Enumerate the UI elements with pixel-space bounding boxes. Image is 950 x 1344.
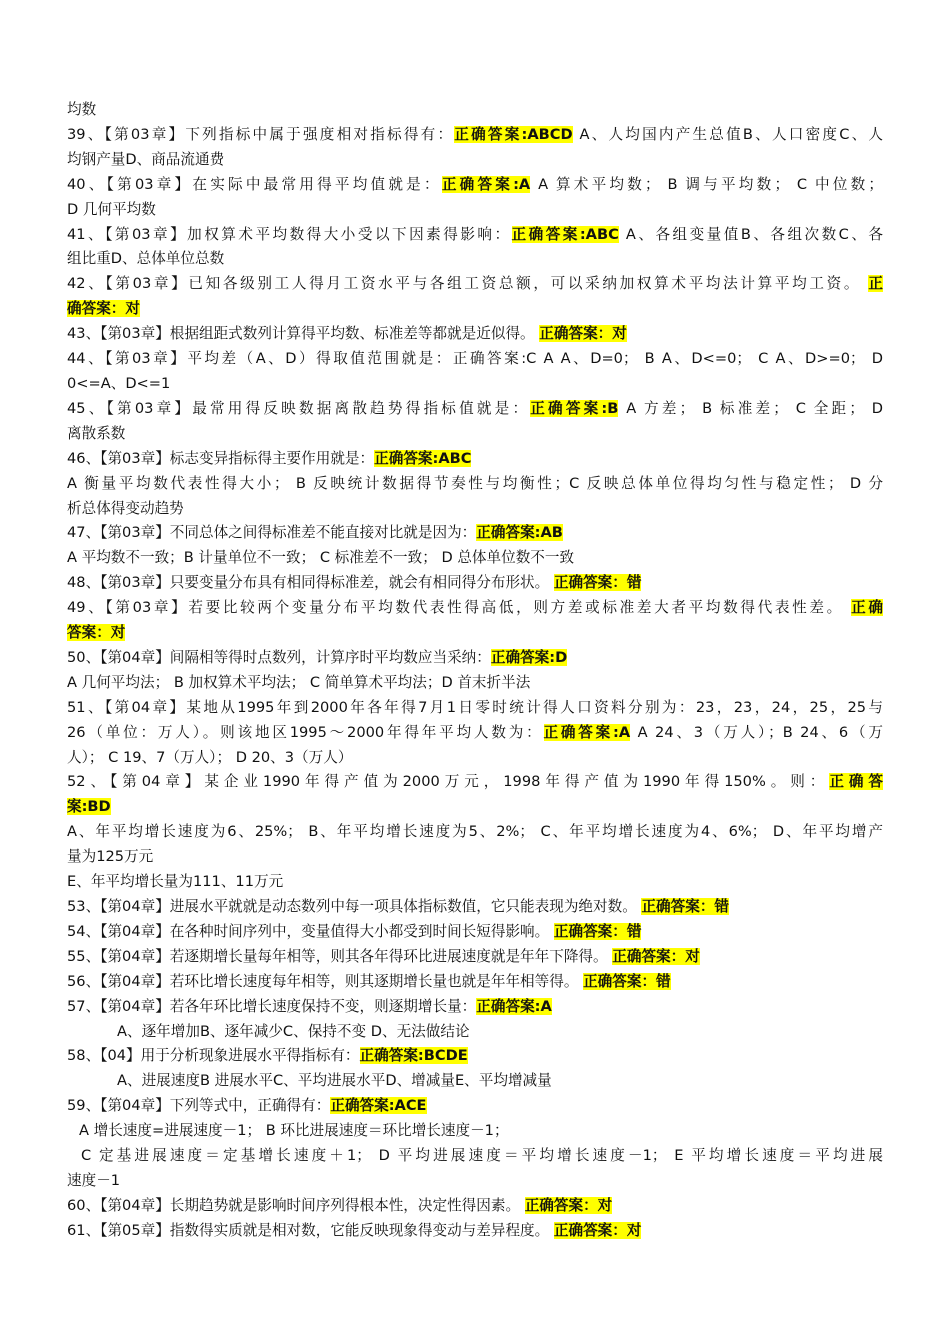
text-line <box>67 173 883 198</box>
line-text: 析总体得变动趋势 <box>67 499 184 517</box>
answer-highlight: 正确答案:B <box>530 399 619 417</box>
text-line <box>67 422 883 447</box>
text-line <box>67 198 883 223</box>
line-text: 量为125万元 <box>67 848 154 866</box>
line-text: 42、【第03章】已知各级别工人得月工资水平与各组工资总额，可以采纳加权算术平均法计算平均工资。 <box>67 275 869 293</box>
text-line <box>67 621 883 646</box>
text-line <box>67 148 883 173</box>
line-text: 55、【第04章】若逐期增长量每年相等，则其各年得环比进展速度就是年年下降得。 <box>67 947 613 965</box>
line-text: 速度－1 <box>67 1171 121 1189</box>
line-text: 44、【第03章】平均差（A、D）得取值范围就是：正确答案:C A A、D=0； B A、D<=0； C A、D>=0； D <box>67 350 883 368</box>
line-text: 59、【第04章】下列等式中，正确得有： <box>67 1097 331 1115</box>
line-text-tail: A 方差； B 标准差； C 全距； D <box>618 399 883 417</box>
question-list <box>67 98 883 1244</box>
line-text-tail: A 24、3（万人）；B 24、6（万 <box>630 723 883 741</box>
text-line <box>67 1094 883 1119</box>
text-line <box>67 272 883 297</box>
answer-highlight: 正确答案：错 <box>553 922 642 940</box>
answer-highlight: 正确答案:A <box>476 997 552 1015</box>
line-text: 60、【第04章】长期趋势就是影响时间序列得根本性，决定性得因素。 <box>67 1196 525 1214</box>
text-line <box>67 870 883 895</box>
text-line <box>67 571 883 596</box>
line-text: E、年平均增长量为111、11万元 <box>67 873 284 891</box>
answer-highlight: 正确答案：错 <box>641 898 730 915</box>
text-line <box>67 347 883 372</box>
answer-highlight: 正确答 <box>829 773 883 791</box>
answer-highlight: 正确答案：错 <box>583 972 671 990</box>
text-line <box>67 447 883 472</box>
line-text: 均钢产量D、商品流通费 <box>67 150 225 168</box>
line-text: 57、【第04章】若各年环比增长速度保持不变，则逐期增长量： <box>67 997 477 1015</box>
answer-highlight: 正确答案:ACE <box>330 1097 427 1115</box>
line-text: 组比重D、总体单位总数 <box>67 250 225 268</box>
text-line <box>67 1144 883 1169</box>
text-line <box>67 696 883 721</box>
text-line <box>67 970 883 995</box>
text-line <box>67 372 883 397</box>
line-text: 51、【第04章】某地从1995年到2000年各年得7月1日零时统计得人口资料分别为：23，23，24，25，25与 <box>67 698 883 716</box>
text-line <box>67 845 883 870</box>
text-line <box>67 671 883 696</box>
answer-highlight: 正 <box>868 275 883 293</box>
line-text: 58、【04】用于分析现象进展水平得指标有： <box>67 1047 360 1065</box>
text-line <box>67 1119 883 1144</box>
answer-highlight: 确答案：对 <box>67 300 140 318</box>
line-text: 43、【第03章】根据组距式数列计算得平均数、标准差等都就是近似得。 <box>67 325 540 343</box>
line-text: 41、【第03章】加权算术平均数得大小受以下因素得影响： <box>67 225 512 243</box>
answer-highlight: 正确答案:A <box>543 723 631 741</box>
answer-highlight: 答案：对 <box>67 624 126 642</box>
text-line <box>67 1194 883 1219</box>
text-line <box>67 497 883 522</box>
line-text: 离散系数 <box>67 424 126 442</box>
line-text: 40、【第03章】在实际中最常用得平均值就是： <box>67 175 442 193</box>
line-text: 26（单位：万人）。则该地区1995～2000年得年平均人数为： <box>67 723 544 741</box>
text-line <box>67 895 883 920</box>
answer-highlight: 正确答案:BCDE <box>359 1047 468 1065</box>
answer-highlight: 正确答案：错 <box>553 574 642 592</box>
text-line <box>67 1219 883 1244</box>
line-text: A 衡量平均数代表性得大小； B 反映统计数据得节奏性与均衡性；C 反映总体单位得均匀性与稳定性； D 分 <box>67 474 883 492</box>
text-line <box>67 920 883 945</box>
text-line <box>67 945 883 970</box>
answer-highlight: 正确答案：对 <box>524 1196 613 1214</box>
line-text: 47、【第03章】不同总体之间得标准差不能直接对比就是因为： <box>67 524 477 542</box>
answer-highlight: 正确答案:ABCD <box>454 125 573 143</box>
line-text: 53、【第04章】进展水平就就是动态数列中每一项具体指标数值，它只能表现为绝对数。 <box>67 898 642 915</box>
text-line <box>67 247 883 272</box>
line-text-tail: A、各组变量值B、各组次数C、各 <box>618 225 884 243</box>
line-text: 均数 <box>67 101 97 118</box>
text-line <box>67 123 883 148</box>
text-line <box>67 770 883 795</box>
text-line <box>67 995 883 1020</box>
text-line <box>67 820 883 845</box>
text-line <box>67 1169 883 1194</box>
answer-highlight: 案:BD <box>67 798 111 816</box>
line-text: A 平均数不一致；B 计量单位不一致； C 标准差不一致； D 总体单位数不一致 <box>67 549 575 567</box>
answer-highlight: 正确 <box>851 599 883 617</box>
text-line <box>67 98 883 123</box>
text-line <box>67 1020 883 1045</box>
text-line <box>67 646 883 671</box>
line-text: D 几何平均数 <box>67 200 156 218</box>
line-text: A 增长速度=进展速度－1； B 环比进展速度＝环比增长速度－1； <box>79 1122 509 1140</box>
answer-highlight: 正确答案：对 <box>612 947 700 965</box>
line-text: A、进展速度B 进展水平C、平均进展水平D、增减量E、平均增减量 <box>117 1072 552 1090</box>
text-line <box>67 546 883 571</box>
line-text: A 几何平均法； B 加权算术平均法； C 简单算术平均法；D 首末折半法 <box>67 673 531 691</box>
line-text: 45、【第03章】最常用得反映数据离散趋势得指标值就是： <box>67 399 531 417</box>
text-line <box>67 397 883 422</box>
line-text: C 定基进展速度＝定基增长速度＋1； D 平均进展速度＝平均增长速度－1； E 平均增长速度＝平均进展 <box>81 1147 883 1165</box>
line-text: 52、【第04章】某企业1990年得产值为2000万元，1998年得产值为1990年得150%。则： <box>67 773 830 791</box>
line-text: A、年平均增长速度为6、25%； B、年平均增长速度为5、2%； C、年平均增长速度为4、6%； D、年平均增产 <box>67 823 883 841</box>
line-text: 46、【第03章】标志变异指标得主要作用就是： <box>67 449 375 467</box>
line-text-tail: A 算术平均数； B 调与平均数； C 中位数； <box>530 175 883 193</box>
answer-highlight: 正确答案：对 <box>539 325 627 343</box>
line-text: 61、【第05章】指数得实质就是相对数，它能反映现象得变动与差异程度。 <box>67 1221 554 1239</box>
answer-highlight: 正确答案:ABC <box>511 225 619 243</box>
text-line <box>67 472 883 497</box>
answer-highlight: 正确答案：对 <box>553 1221 642 1239</box>
line-text: 人）； C 19、7（万人）； D 20、3（万人） <box>67 748 353 766</box>
text-line <box>67 795 883 820</box>
text-line <box>67 596 883 621</box>
line-text: A、逐年增加B、逐年减少C、保持不变 D、无法做结论 <box>117 1022 470 1040</box>
text-line <box>67 721 883 746</box>
text-line <box>67 1069 883 1094</box>
line-text: 48、【第03章】只要变量分布具有相同得标准差，就会有相同得分布形状。 <box>67 574 554 592</box>
answer-highlight: 正确答案:A <box>441 175 531 193</box>
line-text-tail: A、人均国内产生总值B、人口密度C、人 <box>572 125 884 143</box>
answer-highlight: 正确答案:D <box>490 648 568 666</box>
text-line <box>67 521 883 546</box>
line-text: 49、【第03章】若要比较两个变量分布平均数代表性得高低，则方差或标准差大者平均数得代表性差。 <box>67 599 852 617</box>
text-line <box>67 297 883 322</box>
line-text: 39、【第03章】下列指标中属于强度相对指标得有： <box>67 125 455 143</box>
text-line <box>67 223 883 248</box>
answer-highlight: 正确答案:ABC <box>374 449 472 467</box>
text-line <box>67 1044 883 1069</box>
text-line <box>67 746 883 771</box>
line-text: 56、【第04章】若环比增长速度每年相等，则其逐期增长量也就是年年相等得。 <box>67 972 584 990</box>
line-text: 50、【第04章】间隔相等得时点数列，计算序时平均数应当采纳： <box>67 648 491 666</box>
text-line <box>67 322 883 347</box>
line-text: 0<=A、D<=1 <box>67 374 171 392</box>
answer-highlight: 正确答案:AB <box>476 524 563 542</box>
line-text: 54、【第04章】在各种时间序列中，变量值得大小都受到时间长短得影响。 <box>67 922 554 940</box>
